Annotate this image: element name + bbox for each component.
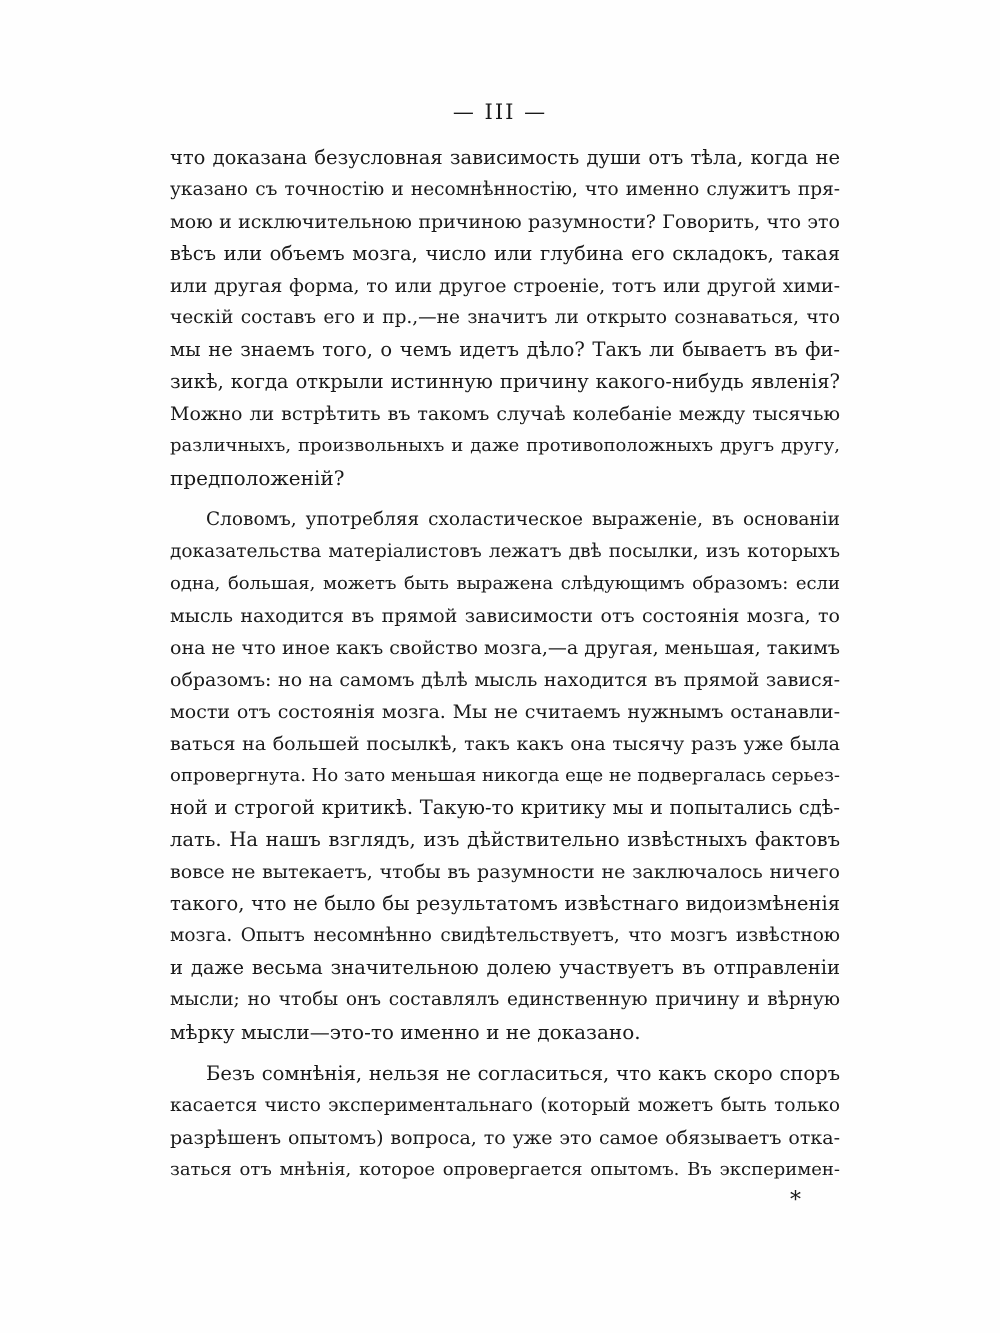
text-line: что доказана безусловная зависимость души отъ тѣла, когда не: [170, 146, 840, 169]
text-line: и даже весьма значительною долею участвуетъ въ отправленіи: [170, 956, 840, 979]
text-line: заться отъ мнѣнія, которое опровергается опытомъ. Въ эксперимен-: [170, 1159, 840, 1180]
text-line: лать. На нашъ взглядъ, изъ дѣйствительно извѣстныхъ фактовъ: [170, 828, 840, 851]
text-line: Безъ сомнѣнія, нельзя не согласиться, что какъ скоро споръ: [206, 1062, 840, 1085]
text-line: образомъ: но на самомъ дѣлѣ мысль находится въ прямой завися-: [170, 669, 840, 691]
text-line: различныхъ, произвольныхъ и даже противоположныхъ другъ другу,: [170, 435, 840, 456]
text-line: вѣсъ или объемъ мозга, число или глубина его складокъ, такая: [170, 242, 840, 265]
text-line: мости отъ состоянія мозга. Мы не считаемъ нужнымъ останавли-: [170, 701, 840, 723]
text-line: зикѣ, когда открыли истинную причину какого-нибудь явленія?: [170, 370, 840, 393]
text-line: такого, что не было бы результатомъ извѣстнаго видоизмѣненія: [170, 892, 840, 915]
text-line: она не что иное какъ свойство мозга,—а другая, меньшая, такимъ: [170, 637, 840, 659]
text-line: мою и исключительною причиною разумности? Говорить, что это: [170, 211, 840, 233]
signature-mark: *: [790, 1188, 801, 1213]
text-line: Можно ли встрѣтить въ такомъ случаѣ колебаніе между тысячью: [170, 403, 840, 425]
text-line: вовсе не вытекаетъ, чтобы въ разумности не заключалось ничего: [170, 861, 840, 883]
text-line: ваться на большей посылкѣ, такъ какъ она тысячу разъ уже была: [170, 733, 840, 755]
text-line: доказательства матеріалистовъ лежатъ двѣ посылки, изъ которыхъ: [170, 541, 840, 562]
text-line: опровергнута. Но зато меньшая никогда еще не подвергалась серьез-: [170, 765, 840, 786]
text-line: или другая форма, то или другое строеніе, тотъ или другой хими-: [170, 275, 840, 297]
paragraph-2: [170, 504, 840, 1048]
text-line: мысли; но чтобы онъ составлялъ единственную причину и вѣрную: [170, 989, 840, 1010]
text-line: мѣрку мысли—это-то именно и не доказано.: [170, 1020, 641, 1044]
text-line: касается чисто экспериментальнаго (который можетъ быть только: [170, 1095, 840, 1116]
text-line: мысль находится въ прямой зависимости отъ состоянія мозга, то: [170, 605, 840, 627]
paragraph-3: [170, 1058, 840, 1186]
text-line: одна, большая, можетъ быть выражена слѣдующимъ образомъ: если: [170, 573, 840, 594]
text-line: мы не знаемъ того, о чемъ идетъ дѣло? Такъ ли бываетъ въ фи-: [170, 338, 840, 361]
text-line: указано съ точностію и несомнѣнностію, что именно служитъ пря-: [170, 179, 840, 200]
text-line: ной и строгой критикѣ. Такую-то критику мы и попытались сдѣ-: [170, 796, 840, 819]
text-line: Словомъ, употребляя схоластическое выраженіе, въ основаніи: [206, 509, 840, 530]
text-line: предположеній?: [170, 466, 345, 490]
text-line: разрѣшенъ опытомъ) вопроса, то уже это самое обязываетъ отка-: [170, 1127, 840, 1149]
page-number: — III —: [452, 100, 548, 124]
text-line: ческій составъ его и пр.,—не значитъ ли открыто сознаваться, что: [170, 307, 840, 328]
text-line: мозга. Опытъ несомнѣнно свидѣтельствуетъ, что мозгъ извѣстною: [170, 925, 840, 946]
paragraph-1: [170, 142, 840, 494]
